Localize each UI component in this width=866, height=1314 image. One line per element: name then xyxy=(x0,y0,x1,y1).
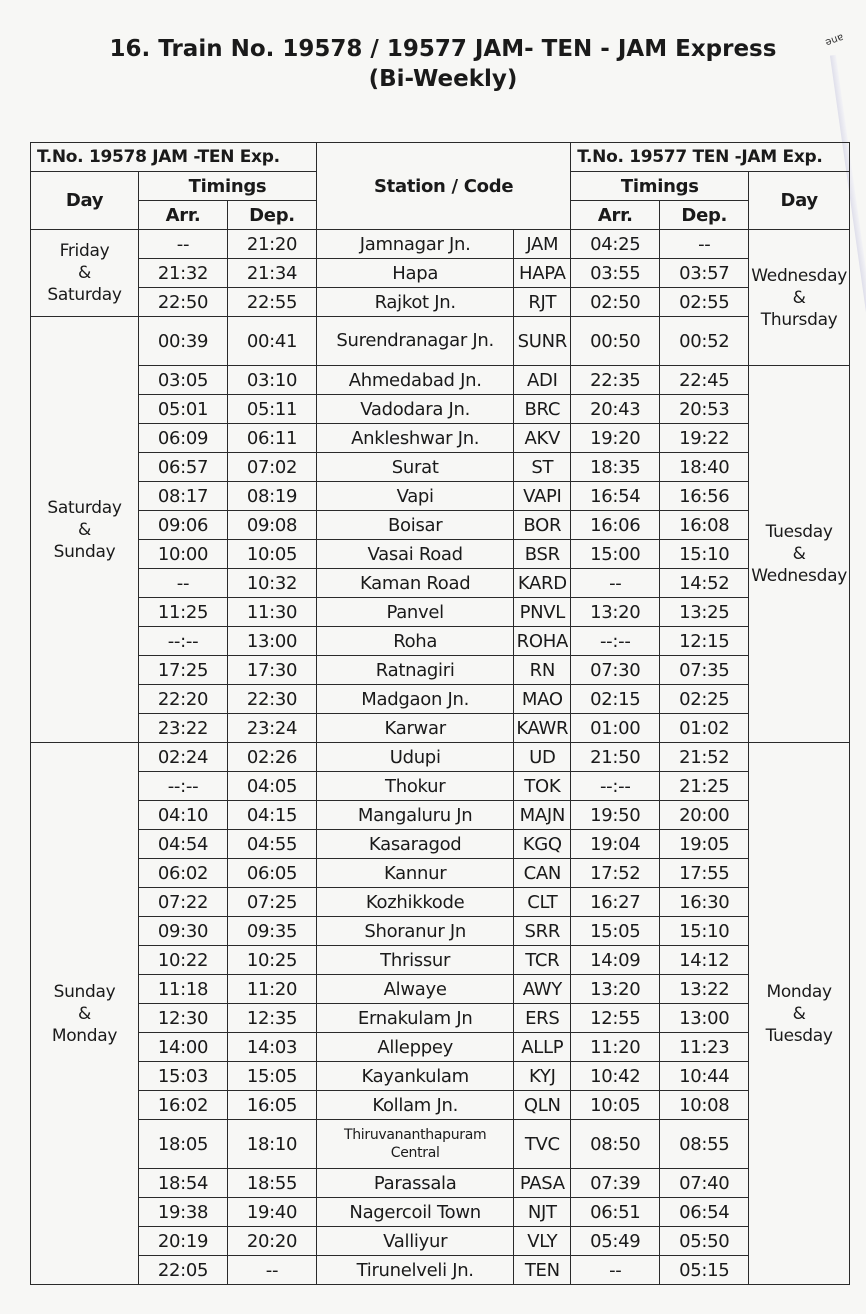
day-label-line: & xyxy=(78,519,91,540)
station-name: Vasai Road xyxy=(317,540,514,569)
arr-19577: 02:15 xyxy=(571,685,660,714)
station-code: BRC xyxy=(514,395,571,424)
station-name: Kayankulam xyxy=(317,1062,514,1091)
arr-19578: 15:03 xyxy=(139,1062,228,1091)
table-row xyxy=(31,230,850,259)
table-row xyxy=(31,685,850,714)
arr-19578: -- xyxy=(139,569,228,598)
arr-19577: 06:51 xyxy=(571,1198,660,1227)
arr-19577: 21:50 xyxy=(571,743,660,772)
arr-19577: 02:50 xyxy=(571,288,660,317)
arr-19577: 00:50 xyxy=(571,317,660,366)
dep-19578: 09:35 xyxy=(228,917,317,946)
station-name: Mangaluru Jn xyxy=(317,801,514,830)
station-code: RN xyxy=(514,656,571,685)
arr-19577: -- xyxy=(571,1256,660,1285)
dep-19577: 13:25 xyxy=(660,598,749,627)
left-day-header: Day xyxy=(31,172,139,230)
arr-19577: 20:43 xyxy=(571,395,660,424)
dep-19578: 13:00 xyxy=(228,627,317,656)
right-arr-header: Arr. xyxy=(571,201,660,230)
dep-19577: 10:08 xyxy=(660,1091,749,1120)
arr-19577: 01:00 xyxy=(571,714,660,743)
dep-19578: 15:05 xyxy=(228,1062,317,1091)
dep-19578: 06:05 xyxy=(228,859,317,888)
arr-19577: 05:49 xyxy=(571,1227,660,1256)
table-row xyxy=(31,975,850,1004)
dep-19578: 09:08 xyxy=(228,511,317,540)
station-name: Roha xyxy=(317,627,514,656)
table-row xyxy=(31,424,850,453)
left-day-group xyxy=(31,317,139,743)
arr-19578: 05:01 xyxy=(139,395,228,424)
dep-19578: 20:20 xyxy=(228,1227,317,1256)
dep-19578: 07:02 xyxy=(228,453,317,482)
dep-19577: 21:25 xyxy=(660,772,749,801)
arr-19577: 19:20 xyxy=(571,424,660,453)
dep-19577: 00:52 xyxy=(660,317,749,366)
station-name: Alleppey xyxy=(317,1033,514,1062)
dep-19577: 20:00 xyxy=(660,801,749,830)
station-code: TOK xyxy=(514,772,571,801)
arr-19578: 22:20 xyxy=(139,685,228,714)
station-code: SRR xyxy=(514,917,571,946)
day-label-line: Tuesday xyxy=(765,1025,833,1046)
day-label-line: Wednesday xyxy=(751,566,847,586)
day-label-line: & xyxy=(792,287,806,308)
station-name: Udupi xyxy=(317,743,514,772)
dep-19578: -- xyxy=(228,1256,317,1285)
arr-19577: 10:05 xyxy=(571,1091,660,1120)
station-code: TCR xyxy=(514,946,571,975)
station-code: JAM xyxy=(514,230,571,259)
timetable xyxy=(30,142,850,1285)
dep-19578: 04:15 xyxy=(228,801,317,830)
day-label-line: Friday xyxy=(59,241,110,261)
right-dep-header: Dep. xyxy=(660,201,749,230)
right-day-group xyxy=(749,366,850,743)
station-name: Kaman Road xyxy=(317,569,514,598)
table-row xyxy=(31,288,850,317)
arr-19578: 17:25 xyxy=(139,656,228,685)
dep-19578: 12:35 xyxy=(228,1004,317,1033)
dep-19577: 13:22 xyxy=(660,975,749,1004)
station-name: Ankleshwar Jn. xyxy=(317,424,514,453)
table-row xyxy=(31,598,850,627)
station-name: Rajkot Jn. xyxy=(317,288,514,317)
station-code: VAPI xyxy=(514,482,571,511)
dep-19577: 08:55 xyxy=(660,1120,749,1169)
station-code: AWY xyxy=(514,975,571,1004)
arr-19578: 06:57 xyxy=(139,453,228,482)
arr-19578: 07:22 xyxy=(139,888,228,917)
dep-19578: 19:40 xyxy=(228,1198,317,1227)
dep-19578: 03:10 xyxy=(228,366,317,395)
day-label-line: Wednesday xyxy=(751,265,847,286)
station-name: Shoranur Jn xyxy=(317,917,514,946)
station-code: BSR xyxy=(514,540,571,569)
dep-19577: 15:10 xyxy=(660,540,749,569)
arr-19577: 07:30 xyxy=(571,656,660,685)
arr-19578: 22:05 xyxy=(139,1256,228,1285)
table-row xyxy=(31,1198,850,1227)
arr-19577: -- xyxy=(571,569,660,598)
right-day-group xyxy=(749,230,850,366)
table-row xyxy=(31,714,850,743)
arr-19578: 20:19 xyxy=(139,1227,228,1256)
arr-19577: 15:00 xyxy=(571,540,660,569)
table-row xyxy=(31,540,850,569)
station-name: Nagercoil Town xyxy=(317,1198,514,1227)
arr-19578: 11:18 xyxy=(139,975,228,1004)
arr-19577: 03:55 xyxy=(571,259,660,288)
left-train-header: T.No. 19578 JAM -TEN Exp. xyxy=(31,143,317,172)
day-label-line: & xyxy=(792,544,806,564)
table-row xyxy=(31,1033,850,1062)
dep-19577: 20:53 xyxy=(660,395,749,424)
table-row xyxy=(31,1169,850,1198)
table-row xyxy=(31,830,850,859)
dep-19577: 14:52 xyxy=(660,569,749,598)
station-name: Ernakulam Jn xyxy=(317,1004,514,1033)
left-dep-header: Dep. xyxy=(228,201,317,230)
dep-19578: 10:32 xyxy=(228,569,317,598)
left-day-group xyxy=(31,230,139,317)
day-label-line: Sunday xyxy=(53,981,116,1002)
station-code: ALLP xyxy=(514,1033,571,1062)
station-name: Alwaye xyxy=(317,975,514,1004)
arr-19577: --:-- xyxy=(571,772,660,801)
dep-19577: 15:10 xyxy=(660,917,749,946)
arr-19578: 10:22 xyxy=(139,946,228,975)
arr-19578: 19:38 xyxy=(139,1198,228,1227)
table-row xyxy=(31,1004,850,1033)
station-name: Karwar xyxy=(317,714,514,743)
dep-19577: 19:22 xyxy=(660,424,749,453)
right-train-header: T.No. 19577 TEN -JAM Exp. xyxy=(571,143,850,172)
day-label-line: Tuesday xyxy=(765,522,833,542)
arr-19577: 14:09 xyxy=(571,946,660,975)
dep-19578: 00:41 xyxy=(228,317,317,366)
station-name: Kannur xyxy=(317,859,514,888)
station-code: TEN xyxy=(514,1256,571,1285)
arr-19578: 23:22 xyxy=(139,714,228,743)
arr-19578: 16:02 xyxy=(139,1091,228,1120)
station-code: TVC xyxy=(514,1120,571,1169)
arr-19578: 18:05 xyxy=(139,1120,228,1169)
day-label-line: & xyxy=(78,263,91,283)
arr-19578: 18:54 xyxy=(139,1169,228,1198)
dep-19577: 05:15 xyxy=(660,1256,749,1285)
arr-19578: 04:10 xyxy=(139,801,228,830)
station-name: Boisar xyxy=(317,511,514,540)
arr-19577: 15:05 xyxy=(571,917,660,946)
arr-19578: 03:05 xyxy=(139,366,228,395)
station-code: UD xyxy=(514,743,571,772)
station-name: Kollam Jn. xyxy=(317,1091,514,1120)
dep-19577: 16:08 xyxy=(660,511,749,540)
arr-19577: --:-- xyxy=(571,627,660,656)
station-name: Surat xyxy=(317,453,514,482)
dep-19578: 07:25 xyxy=(228,888,317,917)
day-label-line: Saturday xyxy=(47,497,122,518)
station-code: KAWR xyxy=(514,714,571,743)
arr-19578: -- xyxy=(139,230,228,259)
dep-19577: 14:12 xyxy=(660,946,749,975)
arr-19577: 17:52 xyxy=(571,859,660,888)
dep-19578: 10:05 xyxy=(228,540,317,569)
table-row xyxy=(31,259,850,288)
station-name: Thokur xyxy=(317,772,514,801)
arr-19577: 19:04 xyxy=(571,830,660,859)
dep-19578: 16:05 xyxy=(228,1091,317,1120)
station-name: Hapa xyxy=(317,259,514,288)
station-code: KGQ xyxy=(514,830,571,859)
table-row xyxy=(31,859,850,888)
arr-19578: 22:50 xyxy=(139,288,228,317)
dep-19577: 05:50 xyxy=(660,1227,749,1256)
dep-19578: 21:20 xyxy=(228,230,317,259)
title-line-1: 16. Train No. 19578 / 19577 JAM- TEN - JAM Express xyxy=(109,36,777,62)
station-code: RJT xyxy=(514,288,571,317)
table-row xyxy=(31,772,850,801)
day-label-line: Monday xyxy=(766,981,832,1002)
arr-19578: 06:02 xyxy=(139,859,228,888)
table-row xyxy=(31,656,850,685)
day-label-line: Thursday xyxy=(760,309,838,330)
dep-19578: 21:34 xyxy=(228,259,317,288)
right-day-group xyxy=(749,743,850,1285)
arr-19578: 00:39 xyxy=(139,317,228,366)
arr-19578: 11:25 xyxy=(139,598,228,627)
arr-19578: --:-- xyxy=(139,772,228,801)
station-name: Vadodara Jn. xyxy=(317,395,514,424)
station-name: Tirunelveli Jn. xyxy=(317,1256,514,1285)
arr-19577: 16:27 xyxy=(571,888,660,917)
table-row xyxy=(31,511,850,540)
table-row xyxy=(31,946,850,975)
left-arr-header: Arr. xyxy=(139,201,228,230)
dep-19578: 06:11 xyxy=(228,424,317,453)
dep-19578: 05:11 xyxy=(228,395,317,424)
station-code: ROHA xyxy=(514,627,571,656)
dep-19577: 17:55 xyxy=(660,859,749,888)
table-row xyxy=(31,801,850,830)
dep-19578: 18:10 xyxy=(228,1120,317,1169)
dep-19578: 18:55 xyxy=(228,1169,317,1198)
dep-19577: 19:05 xyxy=(660,830,749,859)
dep-19578: 04:55 xyxy=(228,830,317,859)
station-name: Thrissur xyxy=(317,946,514,975)
station-code: QLN xyxy=(514,1091,571,1120)
arr-19577: 04:25 xyxy=(571,230,660,259)
dep-19578: 23:24 xyxy=(228,714,317,743)
arr-19577: 13:20 xyxy=(571,975,660,1004)
station-name: Vapi xyxy=(317,482,514,511)
dep-19577: 22:45 xyxy=(660,366,749,395)
dep-19578: 04:05 xyxy=(228,772,317,801)
arr-19578: 12:30 xyxy=(139,1004,228,1033)
station-code: NJT xyxy=(514,1198,571,1227)
arr-19578: 06:09 xyxy=(139,424,228,453)
dep-19578: 11:30 xyxy=(228,598,317,627)
arr-19577: 08:50 xyxy=(571,1120,660,1169)
station-name: Madgaon Jn. xyxy=(317,685,514,714)
arr-19578: 02:24 xyxy=(139,743,228,772)
right-day-header: Day xyxy=(749,172,850,230)
arr-19577: 07:39 xyxy=(571,1169,660,1198)
dep-19577: 13:00 xyxy=(660,1004,749,1033)
dep-19577: 10:44 xyxy=(660,1062,749,1091)
station-code: BOR xyxy=(514,511,571,540)
table-row xyxy=(31,1091,850,1120)
arr-19577: 12:55 xyxy=(571,1004,660,1033)
dep-19577: 02:25 xyxy=(660,685,749,714)
arr-19577: 13:20 xyxy=(571,598,660,627)
table-row xyxy=(31,569,850,598)
station-code: CAN xyxy=(514,859,571,888)
table-row xyxy=(31,366,850,395)
dep-19577: 07:40 xyxy=(660,1169,749,1198)
arr-19578: 08:17 xyxy=(139,482,228,511)
table-row xyxy=(31,917,850,946)
dep-19578: 22:30 xyxy=(228,685,317,714)
station-code-header: Station / Code xyxy=(317,143,571,230)
title-line-2: (Bi-Weekly) xyxy=(368,66,518,92)
day-label-line: Monday xyxy=(51,1025,118,1046)
station-code: HAPA xyxy=(514,259,571,288)
station-code: ERS xyxy=(514,1004,571,1033)
dep-19577: 06:54 xyxy=(660,1198,749,1227)
left-timings-header: Timings xyxy=(139,172,317,201)
station-code: MAJN xyxy=(514,801,571,830)
day-label-line: & xyxy=(78,1003,91,1024)
arr-19578: --:-- xyxy=(139,627,228,656)
dep-19577: 03:57 xyxy=(660,259,749,288)
dep-19577: 18:40 xyxy=(660,453,749,482)
station-name: Panvel xyxy=(317,598,514,627)
corner-text: ane xyxy=(824,31,846,48)
table-row xyxy=(31,1256,850,1285)
station-code: ADI xyxy=(514,366,571,395)
arr-19578: 14:00 xyxy=(139,1033,228,1062)
table-row xyxy=(31,317,850,366)
table-row xyxy=(31,888,850,917)
dep-19577: -- xyxy=(660,230,749,259)
arr-19577: 16:54 xyxy=(571,482,660,511)
dep-19578: 22:55 xyxy=(228,288,317,317)
day-label-line: Sunday xyxy=(53,541,116,562)
station-code: AKV xyxy=(514,424,571,453)
table-row xyxy=(31,627,850,656)
table-row xyxy=(31,1120,850,1169)
dep-19578: 11:20 xyxy=(228,975,317,1004)
station-code: CLT xyxy=(514,888,571,917)
station-code: PNVL xyxy=(514,598,571,627)
table-row xyxy=(31,1062,850,1091)
arr-19577: 11:20 xyxy=(571,1033,660,1062)
station-name: Jamnagar Jn. xyxy=(317,230,514,259)
dep-19578: 08:19 xyxy=(228,482,317,511)
station-name: Ratnagiri xyxy=(317,656,514,685)
table-row xyxy=(31,743,850,772)
station-name: Parassala xyxy=(317,1169,514,1198)
day-label-line: & xyxy=(792,1003,806,1024)
dep-19577: 07:35 xyxy=(660,656,749,685)
station-code: VLY xyxy=(514,1227,571,1256)
station-name: Surendranagar Jn. xyxy=(317,317,514,366)
dep-19578: 14:03 xyxy=(228,1033,317,1062)
station-code: ST xyxy=(514,453,571,482)
arr-19577: 18:35 xyxy=(571,453,660,482)
dep-19577: 11:23 xyxy=(660,1033,749,1062)
arr-19578: 04:54 xyxy=(139,830,228,859)
station-name: Kozhikkode xyxy=(317,888,514,917)
dep-19578: 02:26 xyxy=(228,743,317,772)
arr-19578: 09:30 xyxy=(139,917,228,946)
timetable-body xyxy=(31,230,850,1285)
station-name: Valliyur xyxy=(317,1227,514,1256)
dep-19578: 10:25 xyxy=(228,946,317,975)
dep-19577: 21:52 xyxy=(660,743,749,772)
station-name: Thiruvananthapuram Central xyxy=(317,1120,514,1169)
arr-19577: 16:06 xyxy=(571,511,660,540)
dep-19577: 16:56 xyxy=(660,482,749,511)
left-day-group xyxy=(31,743,139,1285)
station-code: KARD xyxy=(514,569,571,598)
station-name: Kasaragod xyxy=(317,830,514,859)
arr-19577: 19:50 xyxy=(571,801,660,830)
station-code: PASA xyxy=(514,1169,571,1198)
station-code: KYJ xyxy=(514,1062,571,1091)
dep-19577: 12:15 xyxy=(660,627,749,656)
arr-19577: 22:35 xyxy=(571,366,660,395)
arr-19577: 10:42 xyxy=(571,1062,660,1091)
arr-19578: 10:00 xyxy=(139,540,228,569)
arr-19578: 21:32 xyxy=(139,259,228,288)
table-row xyxy=(31,395,850,424)
page-title xyxy=(0,34,866,94)
table-row xyxy=(31,1227,850,1256)
dep-19578: 17:30 xyxy=(228,656,317,685)
table-row xyxy=(31,482,850,511)
station-name: Ahmedabad Jn. xyxy=(317,366,514,395)
dep-19577: 01:02 xyxy=(660,714,749,743)
table-row xyxy=(31,453,850,482)
dep-19577: 02:55 xyxy=(660,288,749,317)
dep-19577: 16:30 xyxy=(660,888,749,917)
station-code: SUNR xyxy=(514,317,571,366)
arr-19578: 09:06 xyxy=(139,511,228,540)
right-timings-header: Timings xyxy=(571,172,749,201)
station-code: MAO xyxy=(514,685,571,714)
day-label-line: Saturday xyxy=(47,285,122,305)
